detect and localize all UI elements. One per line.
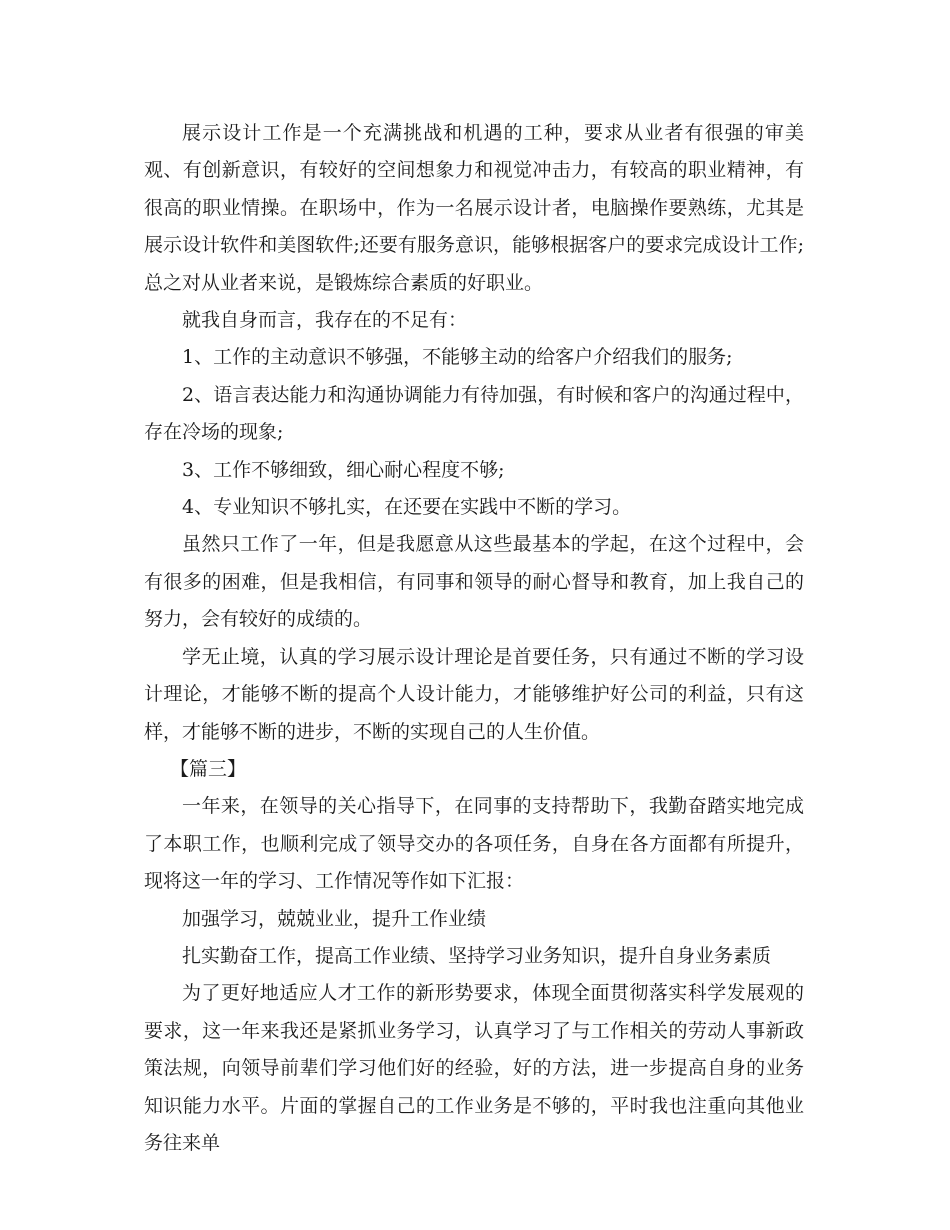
list-item: 4、专业知识不够扎实，在还要在实践中不断的学习。 xyxy=(182,496,632,519)
document-body xyxy=(144,115,804,1162)
paragraph: 为了更好地适应人才工作的新形势要求，体现全面贯彻落实科学发展观的要求，这一年来我还是紧抓业务学习，认真学习了与工作相关的劳动人事新政策法规，向领导前辈们学习他们好的经验，好的方法，进一步提高自身的业务知识能力水平。片面的掌握自己的工作业务是不够的，平时我也注重向其他业务往来单 xyxy=(144,982,804,1154)
paragraph: 一年来，在领导的关心指导下，在同事的支持帮助下，我勤奋踏实地完成了本职工作，也顺利完成了领导交办的各项任务，自身在各方面都有所提升，现将这一年的学习、工作情况等作如下汇报： xyxy=(144,795,804,893)
list-item: 2、语言表达能力和沟通协调能力有待加强，有时候和客户的沟通过程中，存在冷场的现象; xyxy=(144,383,804,444)
paragraph: 虽然只工作了一年，但是我愿意从这些最基本的学起，在这个过程中，会有很多的困难，但是我相信，有同事和领导的耐心督导和教育，加上我自己的努力，会有较好的成绩的。 xyxy=(144,533,804,631)
list-item: 3、工作不够细致，细心耐心程度不够; xyxy=(182,458,505,481)
section-heading: 【篇三】 xyxy=(170,757,247,780)
list-item: 1、工作的主动意识不够强，不能够主动的给客户介绍我们的服务; xyxy=(182,346,733,369)
paragraph: 学无止境，认真的学习展示设计理论是首要任务，只有通过不断的学习设计理论，才能够不断的提高个人设计能力，才能够维护好公司的利益，只有这样，才能够不断的进步，不断的实现自己的人生价值。 xyxy=(144,645,804,743)
paragraph: 就我自身而言，我存在的不足有： xyxy=(182,309,468,332)
subheading: 加强学习，兢兢业业，提升工作业绩 xyxy=(182,907,487,930)
subheading: 扎实勤奋工作，提高工作业绩、坚持学习业务知识，提升自身业务素质 xyxy=(182,944,772,967)
paragraph: 展示设计工作是一个充满挑战和机遇的工种，要求从业者有很强的审美观、有创新意识，有较好的空间想象力和视觉冲击力，有较高的职业精神，有很高的职业情操。在职场中，作为一名展示设计者，电脑操作要熟练，尤其是展示设计软件和美图软件;还要有服务意识，能够根据客户的要求完成设计工作;总之对从业者来说，是锻炼综合素质的好职业。 xyxy=(144,122,804,294)
